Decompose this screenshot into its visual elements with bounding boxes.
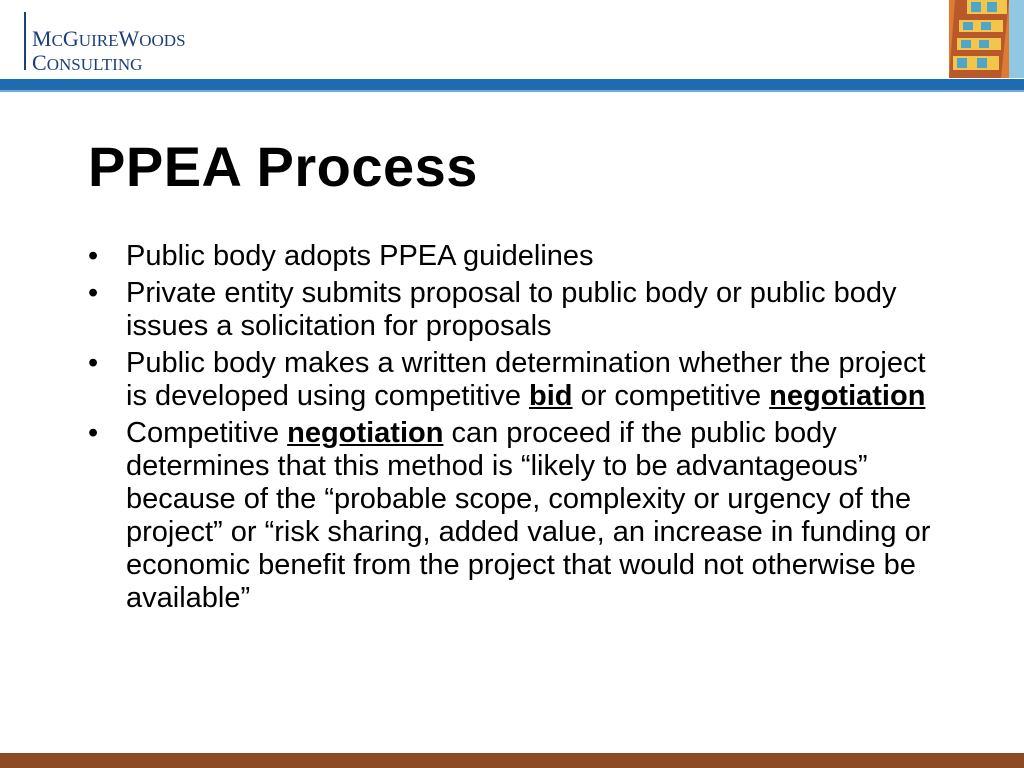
emphasis-negotiation: negotiation [769, 380, 926, 412]
logo-wordmark [32, 28, 186, 76]
header-band-accent [0, 90, 1024, 92]
logo-divider [24, 12, 26, 70]
footer-band [0, 753, 1024, 768]
bullet-item: • Private entity submits proposal to public body or public body issues a solicitation for proposals [88, 277, 938, 343]
slide-title: PPEA Process [88, 135, 478, 198]
header-band [0, 79, 1024, 90]
bullet-item: • Public body adopts PPEA guidelines [88, 240, 938, 273]
building-illustration [949, 0, 1024, 78]
emphasis-bid: bid [529, 380, 573, 412]
logo-line-company: MCGUIREWOODS [32, 26, 186, 51]
bullet-item: • Public body makes a written determination whether the project is developed using competitive bid or competitive negotiation [88, 347, 938, 413]
bullet-list [88, 240, 938, 619]
building-icon [949, 0, 1024, 78]
bullet-item: • Competitive negotiation can proceed if the public body determines that this method is “likely to be advantageous” because of the “probable scope, complexity or urgency of the project” or “risk sharing, added value, an increase in funding or economic benefit from the project that would not otherwise be available” [88, 417, 938, 615]
logo-line-consulting: CONSULTING [32, 50, 143, 75]
emphasis-negotiation: negotiation [287, 417, 444, 449]
